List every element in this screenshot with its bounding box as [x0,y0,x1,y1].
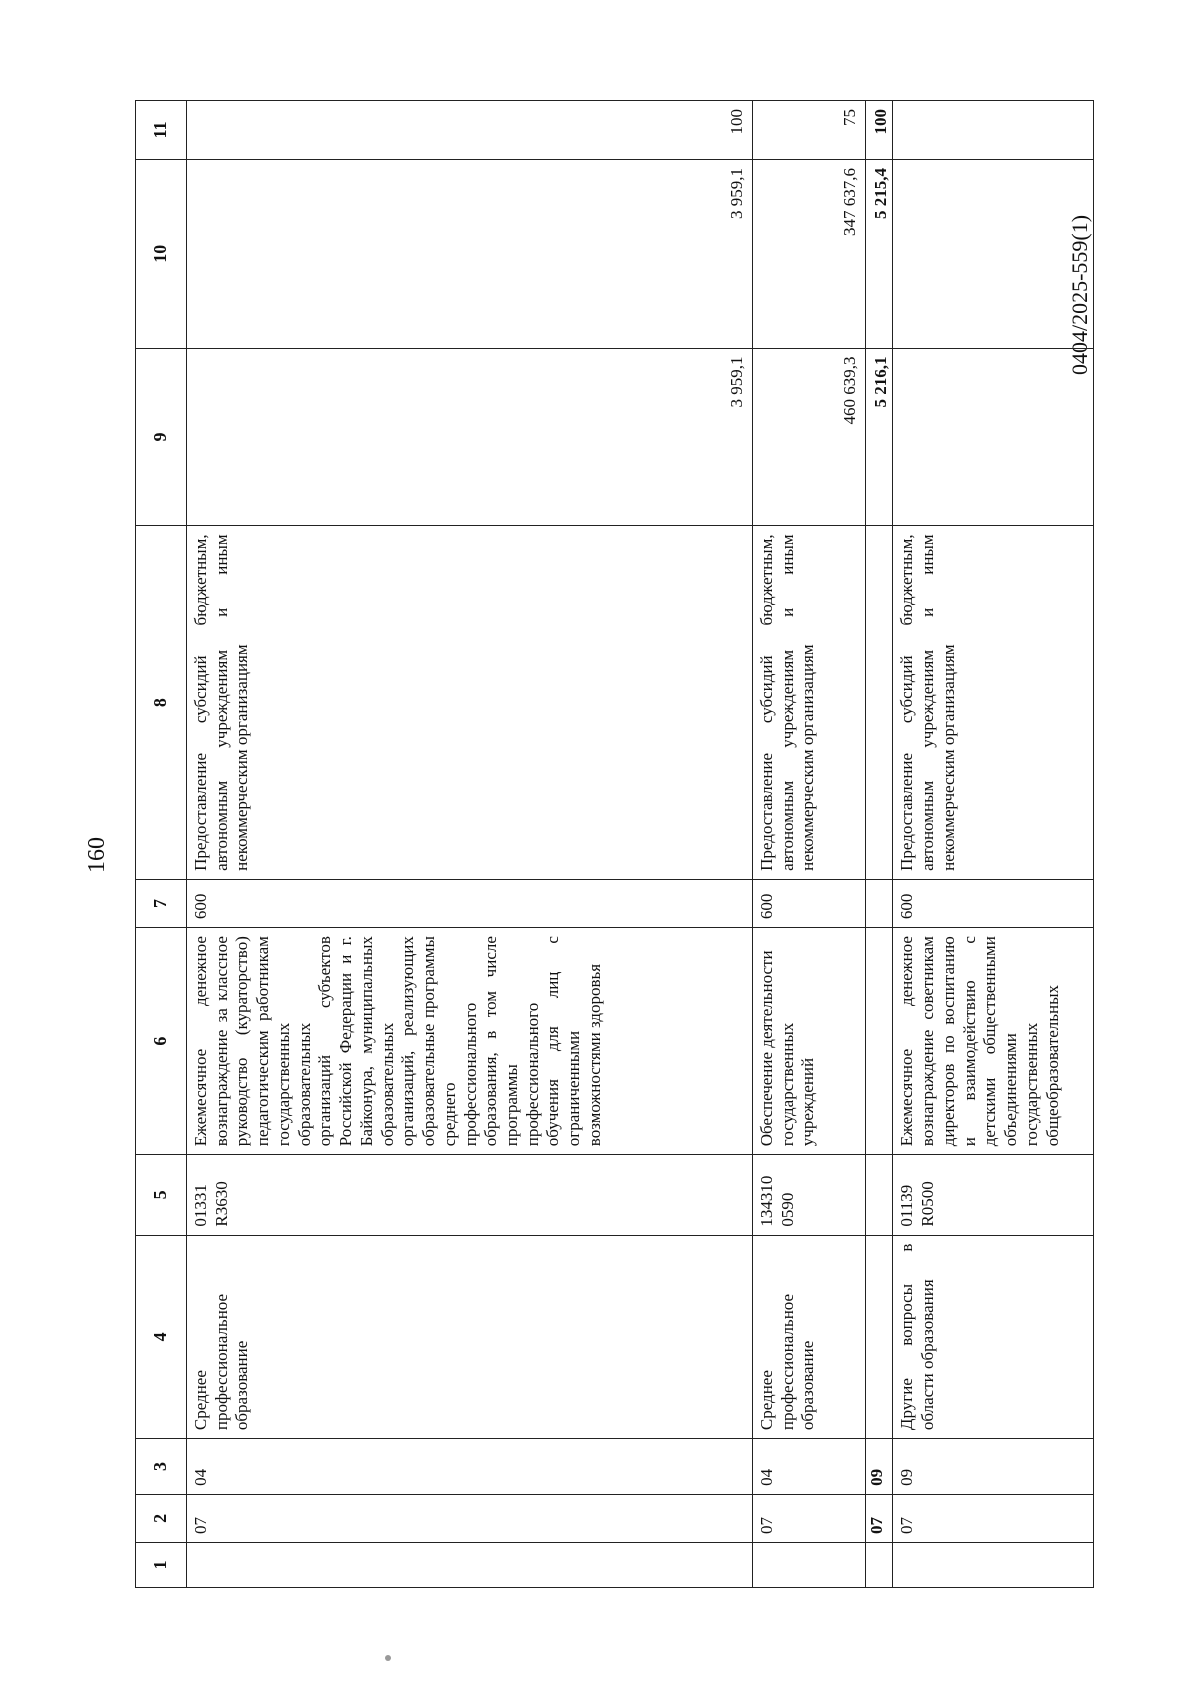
cell-planned: 460 639,3 [752,348,865,526]
cell-section-name: Среднее профессиональное образование [752,1235,865,1439]
cell-target-code [866,1155,893,1235]
cell-planned [893,348,1094,526]
cell-expense-type: 600 [752,879,865,927]
cell-subsection: 04 [752,1439,865,1495]
table-row-total [866,101,893,1588]
column-header: 10 [136,160,187,349]
cell-target-name [866,928,893,1155]
cell-planned: 5 216,1 [866,348,893,526]
cell-section: 07 [752,1494,865,1542]
cell-target-name: Обеспечение деятельности государственных учреждений [752,928,865,1155]
header-row [136,101,187,1588]
column-header: 7 [136,879,187,927]
cell-target-code: 134310 0590 [752,1155,865,1235]
page-number: 160 [84,837,110,873]
cell-percent: 100 [187,101,753,160]
cell-expense-type: 600 [187,879,753,927]
cell-section: 07 [893,1494,1094,1542]
cell-target-code: 01139 R0500 [893,1155,1094,1235]
cell-subsection: 04 [187,1439,753,1495]
column-header: 11 [136,101,187,160]
cell-target-name: Ежемесячное денежное вознаграждение за классное руководство (кураторство) педагогическим работникам государственных образовательных организаций субъектов Российской Федерации и г. Байконура, муниципальных образовательных организаций, реализующих образовательные программы среднего профессионального образования, в том числе программы профессионального обучения для лиц с ограниченными возможностями здоровья [187,928,753,1155]
cell-expense-type-name: Предоставление субсидий бюджетным, автономным учреждениям и иным некоммерческим организациям [752,526,865,880]
rotated-table-frame [135,100,1094,1588]
budget-table [135,100,1094,1588]
column-header: 5 [136,1155,187,1235]
column-header: 6 [136,928,187,1155]
cell-expense-type-name: Предоставление субсидий бюджетным, автономным учреждениям и иным некоммерческим организациям [893,526,1094,880]
cell-percent: 75 [752,101,865,160]
cell-section: 07 [866,1494,893,1542]
cell-section-name [866,1235,893,1439]
cell-section: 07 [187,1494,753,1542]
column-header: 8 [136,526,187,880]
cell-number [893,1543,1094,1588]
cell-percent [893,101,1094,160]
cell-expense-type [866,879,893,927]
table-row [893,101,1094,1588]
column-header: 1 [136,1543,187,1588]
cell-subsection: 09 [866,1439,893,1495]
cell-executed: 3 959,1 [187,160,753,349]
cell-target-name: Ежемесячное денежное вознаграждение советникам директоров по воспитанию и взаимодействию с детскими общественными объединениями государственных общеобразовательных [893,928,1094,1155]
cell-expense-type: 600 [893,879,1094,927]
table-row [752,101,865,1588]
column-header: 4 [136,1235,187,1439]
cell-number [187,1543,753,1588]
cell-executed: 347 637,6 [752,160,865,349]
scan-speck [385,1655,391,1661]
column-header: 2 [136,1494,187,1542]
cell-number [752,1543,865,1588]
cell-planned: 3 959,1 [187,348,753,526]
cell-number [866,1543,893,1588]
document-code: 0404/2025-559(1) [1067,214,1092,376]
cell-section-name: Другие вопросы в области образования [893,1235,1094,1439]
column-header: 3 [136,1439,187,1495]
cell-executed [893,160,1094,349]
cell-section-name: Среднее профессиональное образование [187,1235,753,1439]
column-header: 9 [136,348,187,526]
table-row [187,101,753,1588]
cell-expense-type-name: Предоставление субсидий бюджетным, автономным учреждениям и иным некоммерческим организациям [187,526,753,880]
cell-expense-type-name [866,526,893,880]
cell-target-code: 01331 R3630 [187,1155,753,1235]
cell-executed: 5 215,4 [866,160,893,349]
cell-percent: 100 [866,101,893,160]
cell-subsection: 09 [893,1439,1094,1495]
